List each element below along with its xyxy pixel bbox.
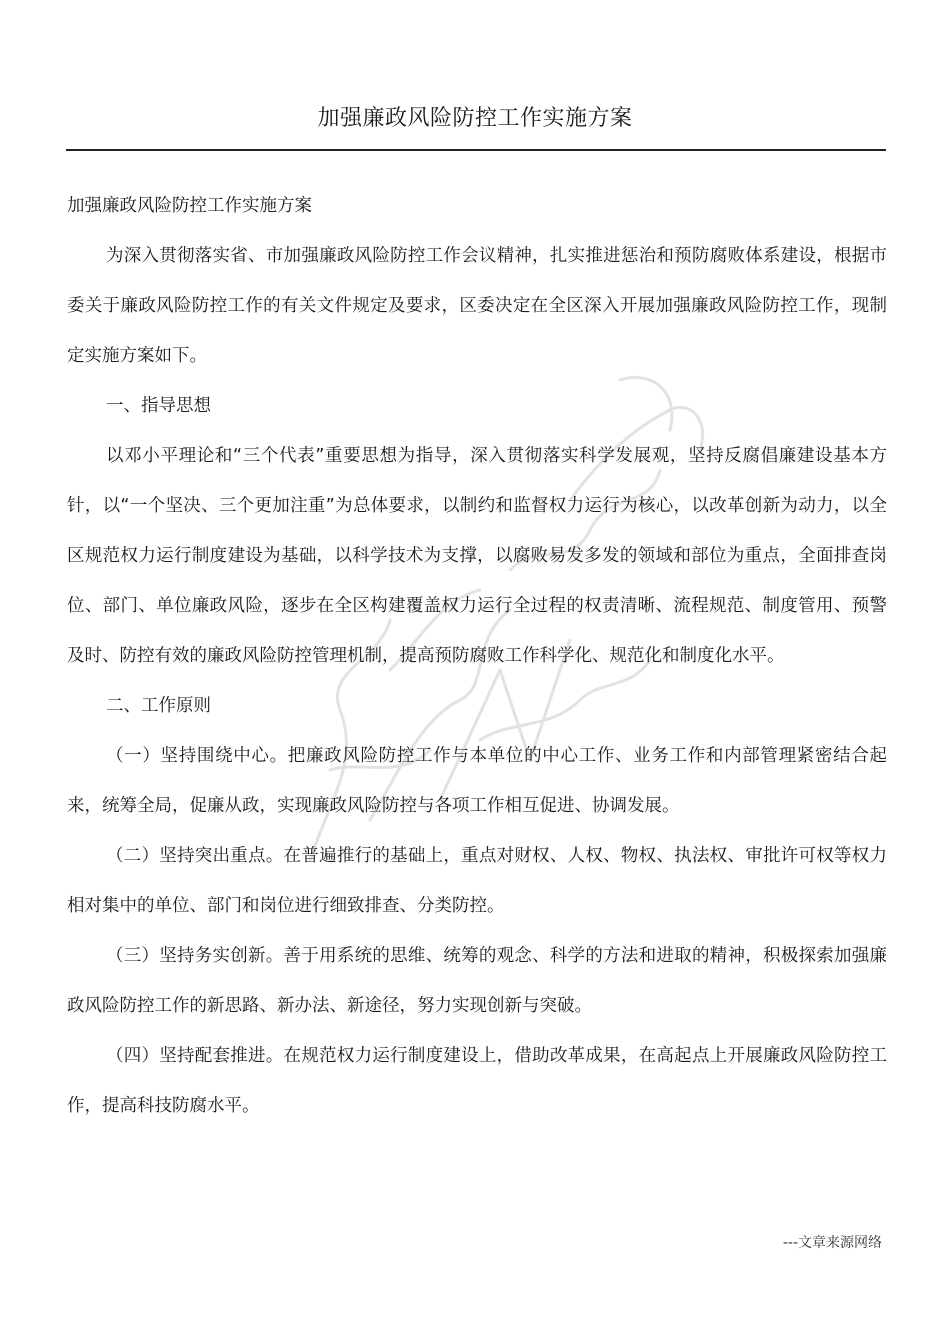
document-subtitle: 加强廉政风险防控工作实施方案 [67,196,312,216]
principle-3-paragraph: （三）坚持务实创新。善于用系统的思维、统筹的观念、科学的方法和进取的精神，积极探索加强廉政风险防控工作的新思路、新办法、新途径，努力实现创新与突破。 [67,946,887,1016]
principle-2-paragraph: （二）坚持突出重点。在普遍推行的基础上，重点对财权、人权、物权、执法权、审批许可权等权力相对集中的单位、部门和岗位进行细致排查、分类防控。 [67,846,887,916]
intro-paragraph: 为深入贯彻落实省、市加强廉政风险防控工作会议精神，扎实推进惩治和预防腐败体系建设，根据市委关于廉政风险防控工作的有关文件规定及要求，区委决定在全区深入开展加强廉政风险防控工作，现制定实施方案如下。 [67,246,887,366]
principle-1-paragraph: （一）坚持围绕中心。把廉政风险防控工作与本单位的中心工作、业务工作和内部管理紧密结合起来，统筹全局，促廉从政，实现廉政风险防控与各项工作相互促进、协调发展。 [67,746,887,816]
document-body [67,181,887,1131]
source-note: ---文章来源网络 [782,1235,882,1251]
principle-4-paragraph: （四）坚持配套推进。在规范权力运行制度建设上，借助改革成果，在高起点上开展廉政风险防控工作，提高科技防腐水平。 [67,1046,887,1116]
section-heading-guiding-thought: 一、指导思想 [106,396,211,416]
guiding-thought-paragraph: 以邓小平理论和“三个代表”重要思想为指导，深入贯彻落实科学发展观，坚持反腐倡廉建设基本方针，以“一个坚决、三个更加注重”为总体要求，以制约和监督权力运行为核心，以改革创新为动力，以全区规范权力运行制度建设为基础，以科学技术为支撑，以腐败易发多发的领域和部位为重点，全面排查岗位、部门、单位廉政风险，逐步在全区构建覆盖权力运行全过程的权责清晰、流程规范、制度管用、预警及时、防控有效的廉政风险防控管理机制，提高预防腐败工作科学化、规范化和制度化水平。 [67,446,887,666]
section-heading-work-principles: 二、工作原则 [106,696,211,716]
document-title: 加强廉政风险防控工作实施方案 [317,106,633,131]
title-divider [66,149,886,151]
